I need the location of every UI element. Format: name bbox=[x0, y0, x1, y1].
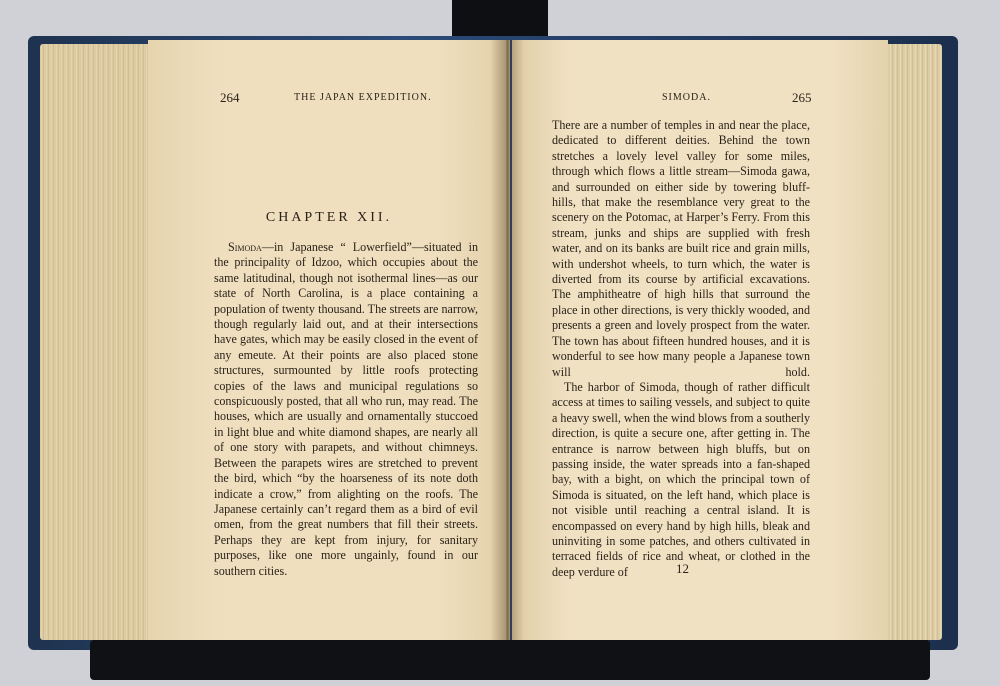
book-gutter bbox=[490, 40, 524, 640]
paragraph-text: —in Japanese “ Lowerfield”—situated in the principality of Idzoo, which occupies about the same latitudinal, though not isothermal lines—as our state of North Carolina, is a place containing a population of twenty thousand. The streets are narrow, though regularly laid out, and at their intersections have gates, which may be easily closed in the event of any emeute. At their points are also placed stone structures, surmounted by little roofs protecting copies of the laws and municipal regulations so conspicuously posted, that all who run, may read. The houses, which are usually and ornamentally stuccoed in light blue and white diamond shapes, are nearly all of one story with parapets, and without chimneys. Between the parapets wires are stretched to prevent the bird, which “by the hoarseness of its note doth indicate a crow,” from alighting on the roofs. The Japanese certainly can’t regard them as a bird of evil omen, from the great numbers that fill their streets. Perhaps they are kept from injury, for sanitary purposes, like one more ungainly, found in our southern cities. bbox=[214, 240, 478, 578]
paragraph: There are a number of temples in and near the place, dedicated to different deities. Behind the town stretches a lovely level valley for some miles, through which flows a little stream—Simoda gawa, and surrounded on either side by towering bluff-hills, that make the resemblance very great to the scenery on the Potomac, at Harper’s Ferry. From this stream, junks and ships are supplied with fresh water, and on its banks are built rice and grain mills, with undershot wheels, to turn which, the water is diverted from its course by artificial excavations. The amphitheatre of high hills that surround the place in other directions, is very thickly wooded, and presents a green and lovely prospect from the water. The town has about fifteen hundred houses, and it is wonderful to see how many people a Japanese town will hold. bbox=[552, 118, 810, 379]
body-text bbox=[552, 118, 810, 580]
right-page bbox=[512, 40, 888, 640]
page-edges-right bbox=[884, 44, 942, 640]
book-shadow bbox=[90, 640, 930, 680]
page-number: 265 bbox=[792, 90, 812, 105]
chapter-heading: CHAPTER XII. bbox=[265, 210, 393, 225]
running-head: THE JAPAN EXPEDITION. bbox=[294, 92, 432, 103]
paragraph-lead: Simoda bbox=[228, 240, 262, 254]
page-number: 264 bbox=[220, 90, 240, 105]
signature-mark: 12 bbox=[676, 561, 689, 576]
running-head: SIMODA. bbox=[662, 92, 711, 103]
body-text bbox=[214, 240, 478, 579]
paragraph: The harbor of Simoda, though of rather difficult access at times to sailing vessels, and subject to quite a heavy swell, when the wind blows from a southerly direction, is quite a secure one, after getting in. The entrance is narrow between high bluffs, but on passing inside, the water spreads into a fan-shaped bay, with a bight, on which the principal town of Simoda is situated, on the left hand, which place is not visible until reaching a central island. It is encompassed on every hand by high hills, bleak and uninviting in some patches, and others cultivated in terraced fields of rice and wheat, or clothed in the deep verdure of bbox=[552, 379, 810, 579]
left-page bbox=[148, 40, 510, 640]
paragraph bbox=[214, 240, 478, 579]
page-edges-left bbox=[40, 44, 150, 640]
